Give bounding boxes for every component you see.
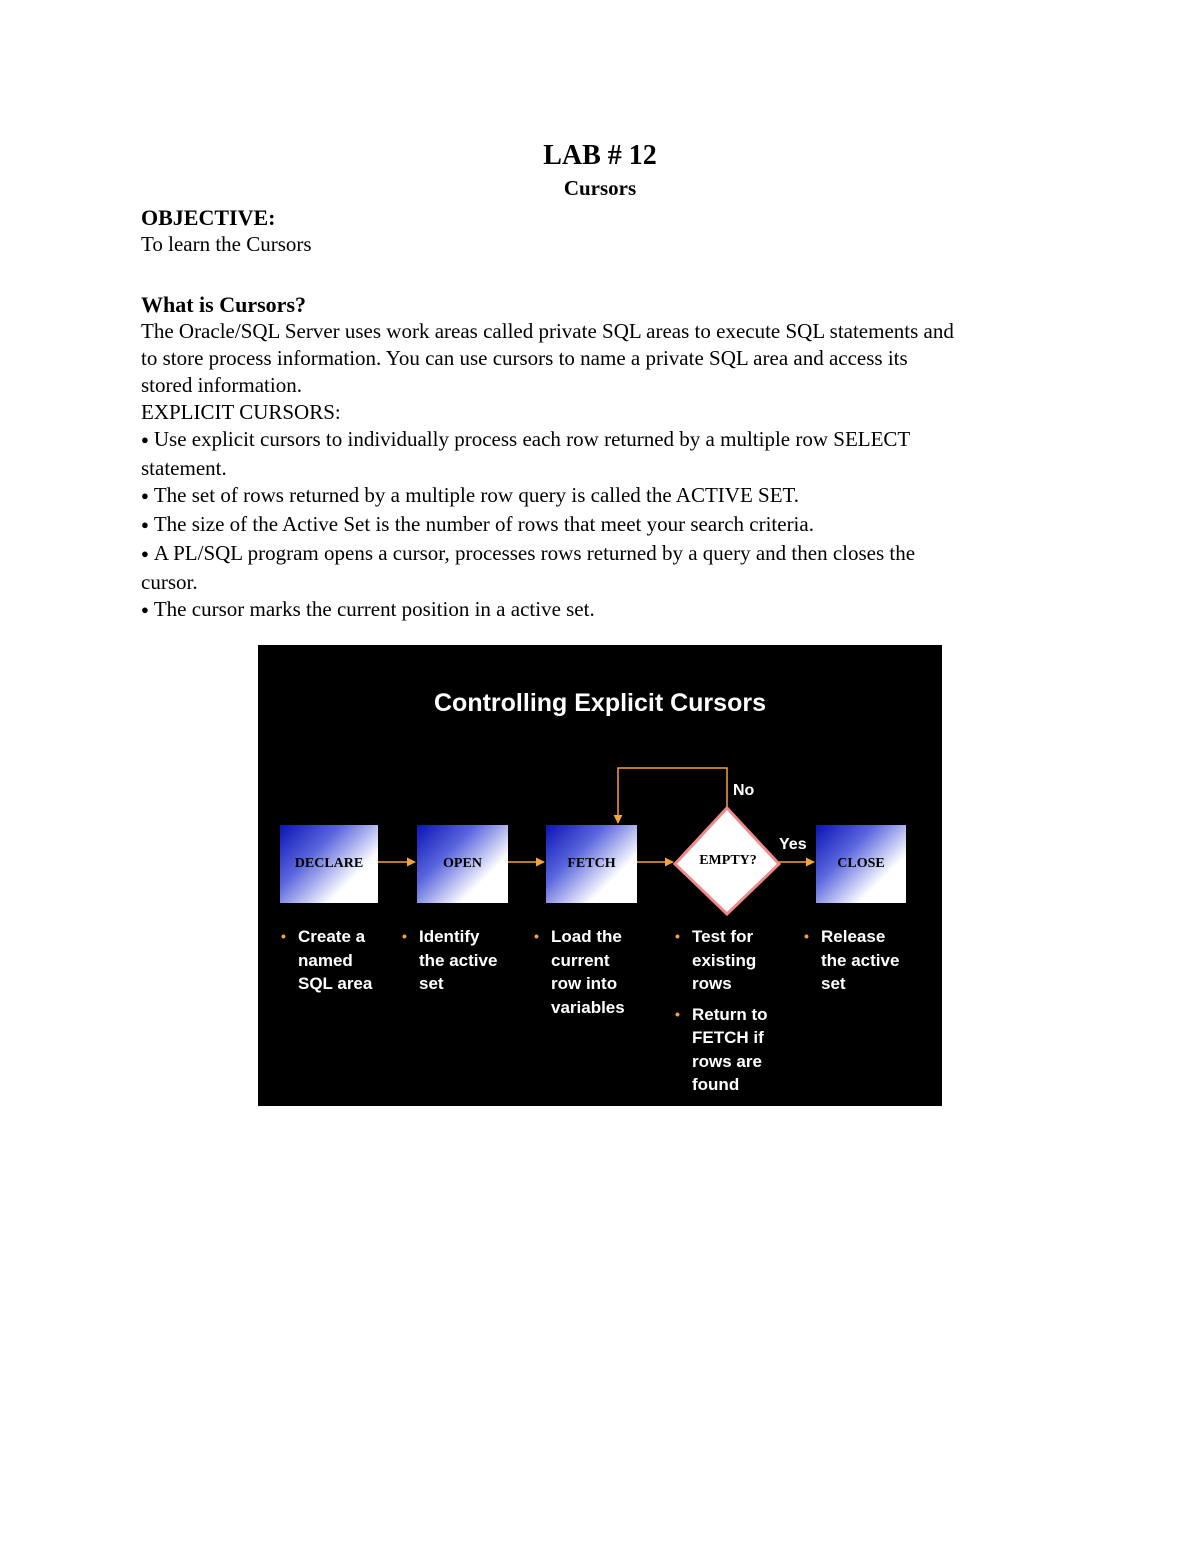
bullet-dot: • — [534, 928, 539, 944]
bullet-item — [141, 540, 1061, 596]
fetch-box: FETCH — [546, 825, 637, 903]
fetch-description — [534, 925, 625, 1026]
what-is-section — [141, 291, 1061, 625]
description-item: • Load the current row into variables — [534, 927, 625, 1017]
bullet-dot: • — [675, 1005, 680, 1022]
declare-description — [281, 925, 372, 1003]
bullet-dot: • — [402, 928, 407, 944]
description-item: • Test for existing rows — [675, 927, 757, 993]
slide-title: Controlling Explicit Cursors — [434, 689, 766, 717]
arrow-loop-no — [618, 768, 727, 823]
objective-text: To learn the Cursors — [141, 232, 312, 256]
empty-label: EMPTY? — [699, 853, 757, 868]
what-is-heading: What is Cursors? — [141, 292, 307, 317]
close-box: CLOSE — [816, 825, 906, 903]
page-subtitle: Cursors — [563, 176, 637, 200]
bullet-line: ● Use explicit cursors to individually process each row returned by a multiple row SELECT — [141, 426, 1061, 455]
bullet-dot: • — [675, 928, 680, 944]
explicit-cursors-heading: EXPLICIT CURSORS: — [141, 400, 341, 424]
description-item: • Release the active set — [804, 927, 900, 993]
empty-description — [675, 925, 768, 1104]
paragraph-line: The Oracle/SQL Server uses work areas called private SQL areas to execute SQL statements and — [141, 319, 954, 343]
bullet-line: ● A PL/SQL program opens a cursor, processes rows returned by a query and then closes the — [141, 540, 1061, 569]
bullet-item — [141, 426, 1061, 482]
objective-section — [141, 204, 1061, 258]
bullet-item — [141, 482, 1061, 511]
bullet-line: ● The cursor marks the current position in a active set. — [141, 596, 1061, 625]
description-item: • Create a named SQL area — [281, 927, 373, 993]
no-label: No — [733, 782, 755, 799]
paragraph-line: stored information. — [141, 373, 302, 397]
bullet-line-cont: statement. — [141, 456, 227, 480]
paragraph-line: to store process information. You can use cursors to name a private SQL area and access its — [141, 346, 908, 370]
open-box: OPEN — [417, 825, 508, 903]
close-description — [804, 925, 899, 1003]
open-description — [402, 925, 497, 1003]
objective-heading: OBJECTIVE: — [141, 205, 276, 230]
page-title: LAB # 12 — [543, 140, 657, 171]
bullet-item — [141, 511, 1061, 540]
bullet-dot: • — [804, 928, 809, 944]
description-item: • Return to FETCH if rows are found — [675, 1004, 768, 1094]
description-item: • Identify the active set — [402, 927, 498, 993]
yes-label: Yes — [779, 836, 807, 853]
bullet-line-cont: cursor. — [141, 570, 198, 594]
declare-box: DECLARE — [280, 825, 378, 903]
bullet-item — [141, 596, 1061, 625]
bullet-dot: • — [281, 928, 286, 944]
bullet-line: ● The set of rows returned by a multiple row query is called the ACTIVE SET. — [141, 482, 1061, 511]
bullet-line: ● The size of the Active Set is the number of rows that meet your search criteria. — [141, 511, 1061, 540]
cursor-flow-slide — [258, 645, 942, 1106]
